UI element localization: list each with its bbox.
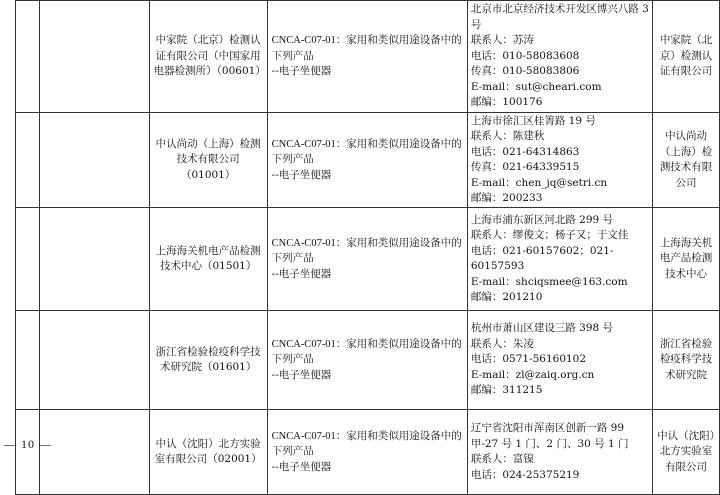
blank-cell <box>16 311 40 410</box>
product-cell <box>267 311 467 410</box>
contact-line: 联系人：缪俊文；杨子又；于文佳 <box>470 229 629 241</box>
blank-cell <box>39 113 149 208</box>
short-name-cell: 中认尚动（上海）检测技术有限公司 <box>653 113 720 208</box>
table-row <box>16 1 720 113</box>
contact-line: E-mail：sut@cheari.com <box>470 80 602 93</box>
product-code: CNCA-C07-01：家用和类似用途设备中的下列产品 <box>271 35 462 62</box>
table-row <box>16 113 720 208</box>
page-number: — 10 — <box>4 437 52 451</box>
short-name-cell: 中认（沈阳）北方实验室有限公司 <box>653 410 720 495</box>
lab-name-cell: 中家院（北京）检测认证有限公司（中国家用电器检测所）（00601） <box>149 1 267 113</box>
contact-cell <box>467 1 652 113</box>
contact-line: 北京市北京经济技术开发区博兴八路 3 号 <box>470 3 649 31</box>
contact-line: E-mail：shciqsmee@163.com <box>470 275 628 288</box>
product-cell <box>267 410 467 495</box>
product-item: --电子坐便器 <box>271 267 332 280</box>
contact-line: 辽宁省沈阳市浑南区创新一路 99 甲-27 号 1 门、2 门、30 号 1 门 <box>470 422 629 450</box>
product-code: CNCA-C07-01：家用和类似用途设备中的下列产品 <box>271 430 462 458</box>
lab-name-cell: 中认（沈阳）北方实验室有限公司（02001） <box>149 410 267 495</box>
contact-cell <box>467 410 652 495</box>
contact-cell <box>467 311 652 410</box>
contact-line: 电话：021-64314863 <box>470 145 580 158</box>
contact-line: 邮编：200233 <box>470 192 543 204</box>
blank-cell <box>16 113 40 208</box>
contact-line: 上海市浦东新区河北路 299 号 <box>470 213 614 226</box>
product-code: CNCA-C07-01：家用和类似用途设备中的下列产品 <box>271 237 462 265</box>
contact-line: 邮编：201210 <box>470 291 543 303</box>
contact-line: E-mail：zl@zaiq.org.cn <box>470 368 595 381</box>
lab-name-cell: 上海海关机电产品检测技术中心（01501） <box>149 208 267 311</box>
contact-line: 联系人：富镍 <box>470 453 534 465</box>
table-row <box>16 410 720 495</box>
short-name-cell: 上海海关机电产品检测技术中心 <box>653 208 720 311</box>
product-cell <box>267 1 467 113</box>
contact-line: 邮编：100176 <box>470 96 543 109</box>
product-cell <box>267 113 467 208</box>
blank-cell <box>16 208 40 311</box>
blank-cell <box>39 311 149 410</box>
product-item: --电子坐便器 <box>271 168 332 181</box>
blank-cell <box>39 410 149 495</box>
table-row <box>16 208 720 311</box>
blank-cell <box>39 1 149 113</box>
short-name-cell: 浙江省检验检疫科学技术研究院 <box>653 311 720 410</box>
lab-name-cell: 中认尚动（上海）检测技术有限公司（01001） <box>149 113 267 208</box>
contact-cell <box>467 113 652 208</box>
product-item: --电子坐便器 <box>271 460 332 473</box>
blank-cell <box>16 410 40 495</box>
product-code: CNCA-C07-01：家用和类似用途设备中的下列产品 <box>271 138 462 166</box>
contact-line: 联系人：苏涛 <box>470 34 534 47</box>
contact-line: 杭州市萧山区建设三路 398 号 <box>470 322 614 335</box>
contact-line: 电话：010-58083608 <box>470 49 580 62</box>
table-row <box>16 311 720 410</box>
contact-line: 电话：0571-56160102 <box>470 353 587 366</box>
blank-cell <box>39 208 149 311</box>
product-cell <box>267 208 467 311</box>
lab-table <box>15 0 720 495</box>
contact-line: E-mail：chen_jq@setri.cn <box>470 176 608 189</box>
blank-cell <box>16 1 40 113</box>
product-item: --电子坐便器 <box>271 368 332 381</box>
contact-cell <box>467 208 652 311</box>
contact-line: 邮编：311215 <box>470 384 543 397</box>
lab-name-cell: 浙江省检验检疫科学技术研究院（01601） <box>149 311 267 410</box>
product-code: CNCA-C07-01：家用和类似用途设备中的下列产品 <box>271 338 462 366</box>
contact-line: 电话：021-60157602；021-60157593 <box>470 244 614 272</box>
contact-line: 传真：021-64339515 <box>470 161 580 173</box>
product-item: --电子坐便器 <box>271 65 332 78</box>
contact-line: 上海市徐汇区桂箐路 19 号 <box>470 114 596 127</box>
contact-line: 联系人：陈建秋 <box>470 130 545 142</box>
short-name-cell: 中家院（北京）检测认证有限公司 <box>653 1 720 113</box>
contact-line: 电话：024-25375219 <box>470 468 580 481</box>
contact-line: 联系人：朱凌 <box>470 337 534 350</box>
contact-line: 传真：010-58083806 <box>470 65 580 78</box>
